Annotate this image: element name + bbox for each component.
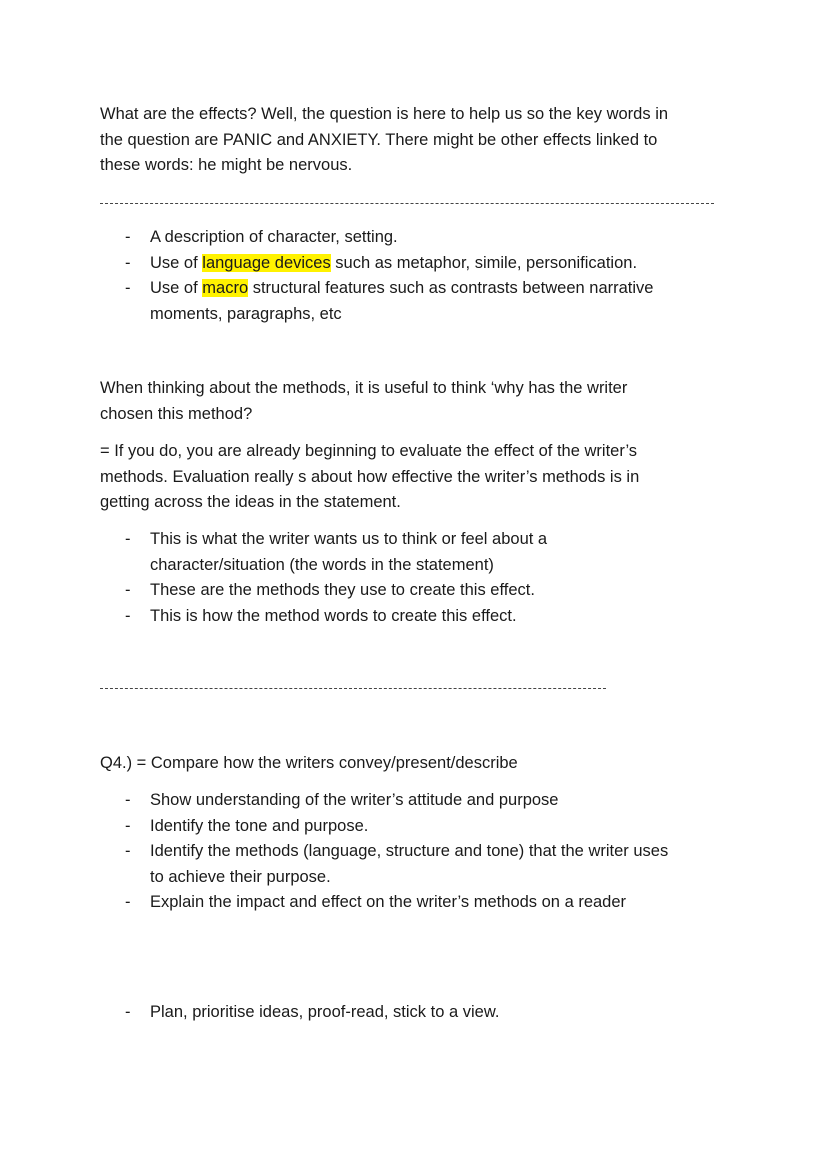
q4-item-4: Explain the impact and effect on the writer’s methods on a reader <box>150 893 627 911</box>
list-item <box>100 578 740 604</box>
effects-line-2: the question are PANIC and ANXIETY. There might be other effects linked to <box>100 130 658 149</box>
effects-paragraph <box>100 102 740 179</box>
q4-heading-text: Q4.) = Compare how the writers convey/present/describe <box>100 754 518 772</box>
dash-bullet: - <box>125 228 131 246</box>
list-item <box>100 890 740 916</box>
list-item <box>100 251 740 277</box>
highlight-macro: macro <box>202 279 249 297</box>
features-item-1: A description of character, setting. <box>150 228 398 246</box>
effects-line-3: these words: he might be nervous. <box>100 156 353 174</box>
dash-bullet: - <box>125 253 131 272</box>
dash-bullet: - <box>125 581 131 599</box>
q4-item-3-line-1: Identify the methods (language, structure and tone) that the writer uses <box>150 842 669 860</box>
list-item <box>100 839 740 890</box>
statement-item-1-line-2: character/situation (the words in the statement) <box>150 555 494 574</box>
dash-bullet: - <box>125 279 131 297</box>
features-item-2-pre: Use of <box>150 253 203 272</box>
features-item-3-post: structural features such as contrasts between narrative <box>248 279 654 297</box>
list-item <box>100 788 740 814</box>
q4-heading <box>100 751 740 777</box>
features-item-2-post: such as metaphor, simile, personification. <box>330 253 638 272</box>
features-item-3-line-2: moments, paragraphs, etc <box>150 304 342 323</box>
dash-bullet: - <box>125 1003 131 1021</box>
features-list <box>100 225 740 327</box>
q4-item-2: Identify the tone and purpose. <box>150 816 369 835</box>
q4-item-3-line-2: to achieve their purpose. <box>150 867 331 886</box>
statement-item-3: This is how the method words to create this effect. <box>150 606 517 625</box>
dash-bullet: - <box>125 530 131 548</box>
evaluate-paragraph <box>100 439 740 516</box>
dash-bullet: - <box>125 606 131 625</box>
list-item <box>100 814 740 840</box>
dashed-divider-1 <box>100 203 714 204</box>
list-item <box>100 1000 740 1026</box>
dashed-divider-2 <box>100 688 606 689</box>
list-item <box>100 604 740 630</box>
statement-item-1-line-1: This is what the writer wants us to think or feel about a <box>150 530 548 548</box>
dash-bullet: - <box>125 842 131 860</box>
effects-line-1: What are the effects? Well, the question is here to help us so the key words in <box>100 105 669 123</box>
methods-paragraph <box>100 376 740 427</box>
statement-list <box>100 527 740 629</box>
dash-bullet: - <box>125 816 131 835</box>
methods-line-1: When thinking about the methods, it is useful to think ‘why has the writer <box>100 379 628 397</box>
list-item <box>100 276 740 327</box>
dash-bullet: - <box>125 791 131 809</box>
evaluate-line-1: = If you do, you are already beginning to evaluate the effect of the writer’s <box>100 442 638 460</box>
final-item-1: Plan, prioritise ideas, proof-read, stick to a view. <box>150 1003 500 1021</box>
list-item <box>100 527 740 578</box>
methods-line-2: chosen this method? <box>100 404 253 423</box>
evaluate-line-3: getting across the ideas in the statement. <box>100 493 401 511</box>
q4-list <box>100 788 740 916</box>
final-list <box>100 1000 740 1026</box>
q4-item-1: Show understanding of the writer’s attitude and purpose <box>150 791 559 809</box>
dash-bullet: - <box>125 893 131 911</box>
list-item <box>100 225 740 251</box>
statement-item-2: These are the methods they use to create this effect. <box>150 581 535 599</box>
highlight-language-devices: language devices <box>202 253 331 272</box>
evaluate-line-2: methods. Evaluation really s about how effective the writer’s methods is in <box>100 467 640 486</box>
features-item-3-pre: Use of <box>150 279 203 297</box>
